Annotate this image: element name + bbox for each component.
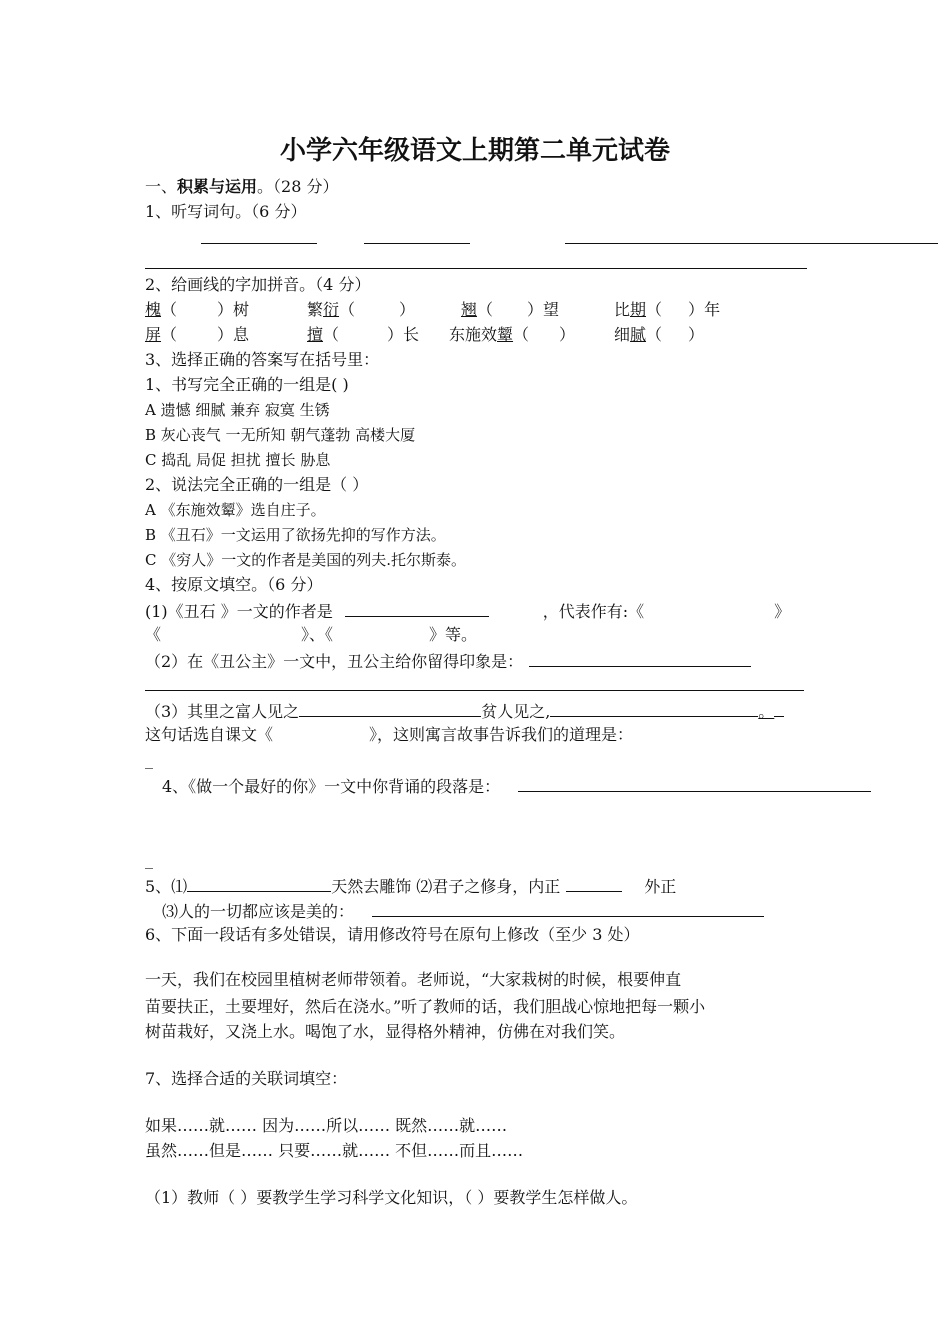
question-7: 7、选择合适的关联词填空： (145, 1069, 348, 1088)
pinyin-item-shan: 擅（ ）长 (307, 325, 420, 344)
answer-mark: _ (145, 850, 153, 869)
recitation-blank[interactable] (518, 774, 871, 792)
pinyin-item-bing: 屏（ ）息 (145, 325, 250, 344)
question-4-1-cont: 《 》、《 》等。 (145, 625, 478, 644)
pinyin-item-yan: 繁衍（ ） (307, 300, 416, 319)
section-1-bold-title: 积累与运用 (177, 177, 258, 196)
question-4-3: （3）其里之富人见之 贫人见之, 。 (145, 699, 784, 723)
section-1-heading: 一、积累与运用。（28 分） (145, 177, 339, 196)
question-2: 2、给画线的字加拼音。（4 分） (145, 275, 371, 294)
dictation-blank-4[interactable] (145, 268, 807, 269)
question-3-2: 2、说法完全正确的一组是（ ） (145, 475, 369, 494)
conjunction-list: 虽然……但是…… 只要……就…… 不但……而且…… (145, 1141, 524, 1160)
paragraph-line: 一天，我们在校园里植树老师带领着。老师说，“大家栽树的时候，根要伸直 (145, 970, 682, 989)
option-a: A 《东施效颦》选自庄子。 (145, 501, 326, 519)
pinyin-item-pin: 东施效颦（ ） (449, 325, 576, 344)
option-a: A 遗憾 细腻 兼弃 寂寞 生锈 (145, 401, 330, 419)
question-6: 6、下面一段话有多处错误，请用修改符号在原句上修改（至少 3 处） (145, 925, 640, 944)
paragraph-line: 苗要扶正，土要埋好，然后在浇水。”听了教师的话，我们胆战心惊地把每一颗小 (145, 997, 706, 1016)
poor-blank[interactable] (550, 699, 758, 717)
pinyin-item-qiao: 翘（ ）望 (461, 300, 560, 319)
question-1: 1、听写词句。（6 分） (145, 202, 307, 221)
dictation-blank-2[interactable] (364, 243, 470, 244)
question-7-1: （1）教师（ ）要教学生学习科学文化知识，（ ）要教学生怎样做人。 (145, 1188, 638, 1207)
rich-blank[interactable] (299, 699, 481, 717)
option-b: B 灰心丧气 一无所知 朝气蓬勃 高楼大厦 (145, 426, 416, 444)
impression-blank[interactable] (529, 649, 751, 667)
paragraph-line: 树苗栽好，又浇上水。喝饱了水，显得格外精神，仿佛在对我们笑。 (145, 1022, 626, 1041)
conjunction-list: 如果……就…… 因为……所以…… 既然……就…… (145, 1116, 508, 1135)
question-4: 4、按原文填空。（6 分） (145, 575, 323, 594)
dictation-blank-3[interactable] (565, 243, 938, 244)
question-4-4: 4、《做一个最好的你》一文中你背诵的段落是： (162, 774, 871, 798)
pinyin-item-huai: 槐（ ）树 (145, 300, 250, 319)
poem-blank[interactable] (187, 874, 331, 892)
question-4-3-cont: 这句话选自课文《 》，这则寓言故事告诉我们的道理是： (145, 725, 634, 744)
question-3-1: 1、书写完全正确的一组是( ) (145, 375, 349, 394)
pinyin-item-ni: 细腻（ ） (614, 325, 705, 344)
answer-mark: _ (145, 750, 153, 769)
question-4-2: （2）在《丑公主》一文中，丑公主给你留得印象是： (145, 649, 751, 673)
impression-blank-line[interactable] (145, 690, 804, 691)
inner-blank[interactable] (566, 874, 622, 892)
option-b: B 《丑石》一文运用了欲扬先抑的写作方法。 (145, 526, 446, 544)
question-4-1: (1)《丑石 》一文的作者是 ，代表作有:《 》 (145, 599, 790, 623)
question-5-3: ⑶人的一切都应该是美的： (162, 899, 764, 923)
dictation-blank-1[interactable] (201, 243, 317, 244)
author-blank[interactable] (345, 599, 489, 617)
beauty-blank[interactable] (372, 899, 764, 917)
pinyin-item-qi: 比期（ ）年 (614, 300, 721, 319)
option-c: C 《穷人》一文的作者是美国的列夫.托尔斯泰。 (145, 551, 467, 569)
question-3: 3、选择正确的答案写在括号里： (145, 350, 380, 369)
question-5: 5、⑴ 天然去雕饰 ⑵君子之修身，内正 外正 (145, 874, 676, 898)
page-title: 小学六年级语文上期第二单元试卷 (279, 136, 670, 166)
option-c: C 捣乱 局促 担扰 擅长 胁息 (145, 451, 331, 469)
